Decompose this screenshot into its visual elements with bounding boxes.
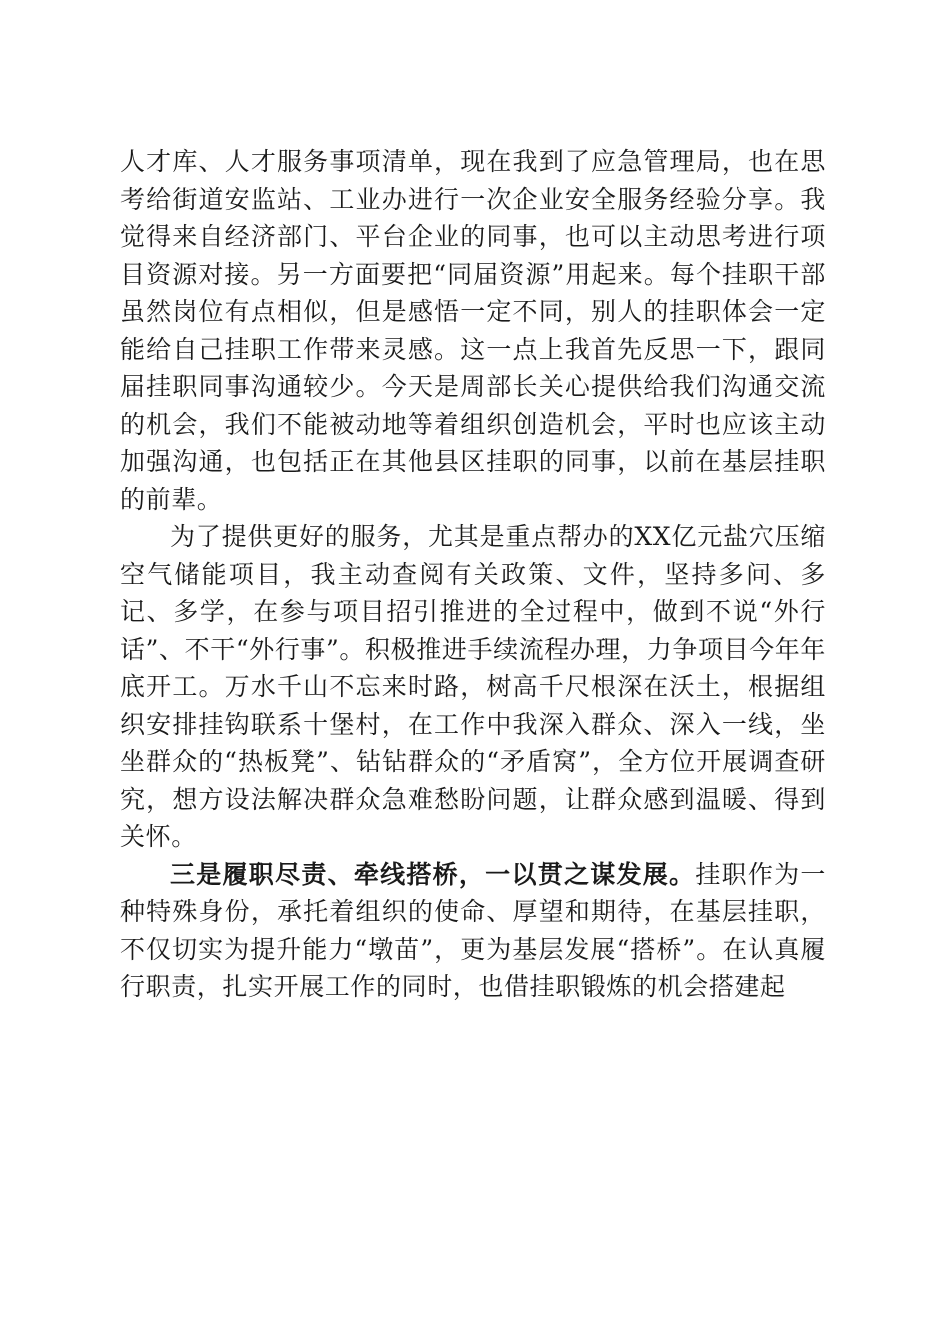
paragraph-text: 为了提供更好的服务，尤其是重点帮办的XX亿元盐穴压缩空气储能项目，我主动查阅有关政策、文件，坚持多问、多记、多学，在参与项目招引推进的全过程中，做到不说“外行话”、不干“外行事”。积极推进手续流程办理，力争项目今年年底开工。万水千山不忘来时路，树高千尺根深在沃土，根据组织安排挂钩联系十堡村，在工作中我深入群众、深入一线，坐坐群众的“热板凳”、钻钻群众的“矛盾窝”，全方位开展调查研究，想方设法解决群众急难愁盼问题，让群众感到温暖、得到关怀。 (120, 522, 826, 851)
document-body (120, 143, 826, 1006)
paragraph-continuation (120, 143, 826, 518)
paragraph-text: 人才库、人才服务事项清单，现在我到了应急管理局，也在思考给街道安监站、工业办进行一次企业安全服务经验分享。我觉得来自经济部门、平台企业的同事，也可以主动思考进行项目资源对接。另一方面要把“同届资源”用起来。每个挂职干部虽然岗位有点相似，但是感悟一定不同，别人的挂职体会一定能给自己挂职工作带来灵感。这一点上我首先反思一下，跟同届挂职同事沟通较少。今天是周部长关心提供给我们沟通交流的机会，我们不能被动地等着组织创造机会，平时也应该主动加强沟通，也包括正在其他县区挂职的同事，以前在基层挂职的前辈。 (120, 147, 826, 514)
paragraph-lead-heading: 三是履职尽责、牵线搭桥，一以贯之谋发展。 (170, 859, 696, 889)
paragraph-text: 挂职作为一种特殊身份，承托着组织的使命、厚望和期待，在基层挂职，不仅切实为提升能力“墩苗”，更为基层发展“搭桥”。在认真履行职责，扎实开展工作的同时，也借挂职锻炼的机会搭建起 (120, 859, 826, 1001)
paragraph-service (120, 518, 826, 856)
paragraph-point-three (120, 856, 826, 1006)
